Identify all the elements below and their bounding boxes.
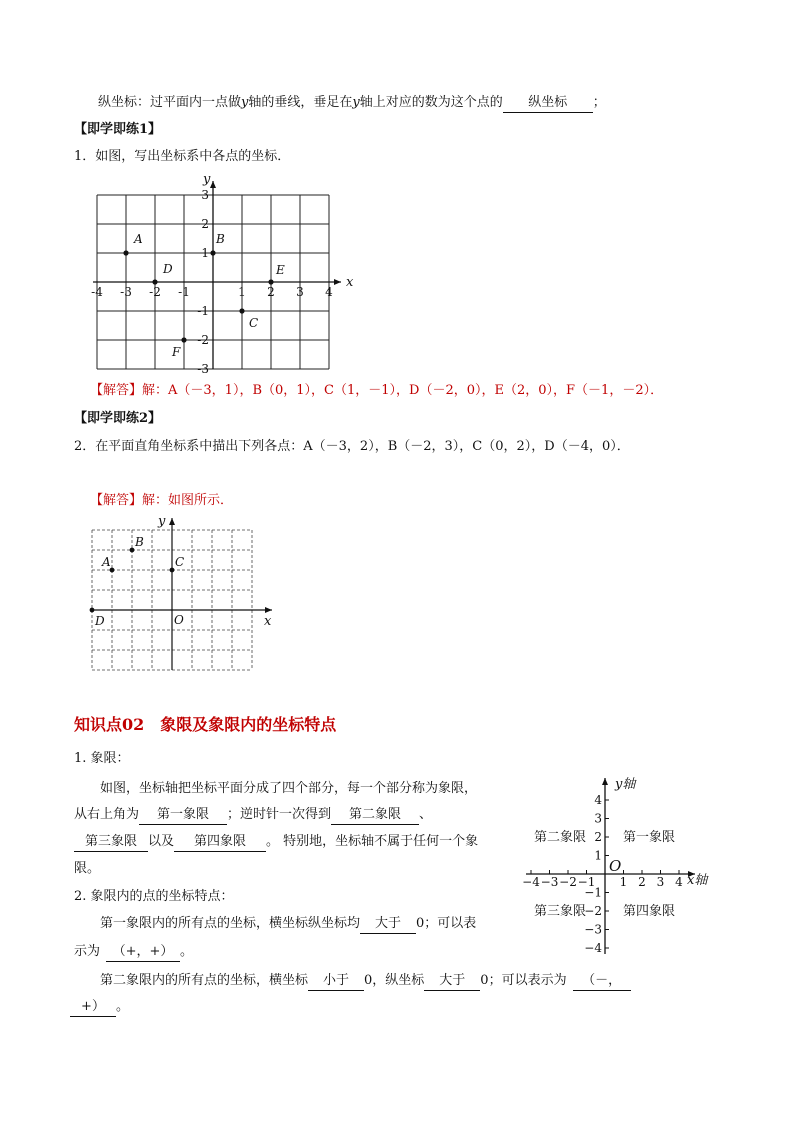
p3-mid1: 0，纵坐标 xyxy=(364,973,425,988)
para1-line1: 如图，坐标轴把坐标平面分成了四个部分，每一个部分称为象限， xyxy=(100,781,478,796)
quadrant-1-label: 第一象限 xyxy=(623,830,676,845)
quad-y-tick-label: 3 xyxy=(594,811,602,826)
answer1-text: 解：A（－3，1），B（0，1），C（1，－1），D（－2，0），E（2，0），F（－1，－2）． xyxy=(142,383,664,398)
x-tick-label: 2 xyxy=(267,285,275,299)
question-2: 2．在平面直角坐标系中描出下列各点：A（－3，2），B（－2，3），C（0，2），D（－4，0）． xyxy=(74,439,630,454)
y-tick-label: -1 xyxy=(197,304,209,318)
answer2-label: 【解答】 xyxy=(90,493,143,508)
y-tick-label: 1 xyxy=(201,246,209,260)
y-tick-label: 3 xyxy=(201,188,209,202)
item2-title: 2. 象限内的点的坐标特点： xyxy=(74,889,234,904)
question-1: 1．如图，写出坐标系中各点的坐标． xyxy=(74,149,291,164)
p3-pre: 第二象限内的所有点的坐标，横坐标 xyxy=(100,973,309,988)
p1-l2-post: 、 xyxy=(419,807,433,822)
point-label-B: B xyxy=(216,232,225,246)
p1-l2-pre: 从右上角为 xyxy=(74,807,140,822)
answer-label: 【解答】 xyxy=(90,383,143,398)
p1-l3-post: 。 特别地，坐标轴不属于任何一个象 xyxy=(266,834,479,849)
point2-label-A: A xyxy=(102,555,111,569)
point-label-E: E xyxy=(276,263,285,277)
point-label-F: F xyxy=(172,345,181,359)
point2-label-D: D xyxy=(95,614,105,628)
p2-l1-post: 0；可以表 xyxy=(416,916,477,931)
answer2-text: 解：如图所示． xyxy=(142,493,234,508)
quad-x-tick-label: −2 xyxy=(559,875,577,889)
ordinate-def-post: ； xyxy=(592,95,606,110)
x-tick-label: -3 xyxy=(120,285,132,299)
ordinate-def-pre: 纵坐标：过平面内一点做 xyxy=(98,95,242,110)
point-label-C: C xyxy=(249,316,259,330)
p2-l2-post: 。 xyxy=(180,944,194,959)
quadrant-2-label: 第二象限 xyxy=(534,830,587,845)
ordinate-blank-answer: 纵坐标 xyxy=(503,94,593,113)
quad-x-tick-label: 4 xyxy=(675,875,683,889)
quadrant-3-label: 第三象限 xyxy=(534,904,587,919)
x-tick-label: 3 xyxy=(296,285,304,299)
p1-l3-mid: 以及 xyxy=(148,834,175,849)
blank-sign-mp-part2: +） xyxy=(70,998,116,1017)
y-tick-label: 2 xyxy=(201,217,209,231)
point-label-A: A xyxy=(134,232,143,246)
point2-label-C: C xyxy=(175,555,185,569)
y-tick-label: -3 xyxy=(197,362,209,376)
x-tick-label: 4 xyxy=(325,285,333,299)
quad-y-tick-label: 2 xyxy=(594,830,602,844)
y-symbol: y xyxy=(241,95,249,110)
x-axis-label: x xyxy=(346,275,354,290)
blank-quadrant3: 第三象限 xyxy=(74,833,148,852)
blank-quadrant2: 第二象限 xyxy=(331,806,419,825)
ordinate-def-mid1: 轴的垂线，垂足在 xyxy=(248,95,353,110)
quad-origin-label: O xyxy=(609,857,622,875)
blank-greater-2: 大于 xyxy=(424,972,480,991)
x-tick-label: -2 xyxy=(149,285,161,299)
x-tick-label: 1 xyxy=(238,285,246,299)
para1-line4: 限。 xyxy=(74,861,101,876)
blank-quadrant4: 第四象限 xyxy=(174,833,266,852)
quadrant-4-label: 第四象限 xyxy=(623,904,676,919)
origin-2-label: O xyxy=(174,613,184,627)
p3-post: 。 xyxy=(116,999,130,1014)
blank-quadrant1: 第一象限 xyxy=(139,806,227,825)
quad-y-tick-label: −1 xyxy=(584,885,602,900)
quad-x-label: x轴 xyxy=(687,873,708,888)
ordinate-def-mid2: 轴上对应的数为这个点的 xyxy=(359,95,503,110)
blank-greater-1: 大于 xyxy=(360,915,416,934)
quad-y-arrow xyxy=(602,778,608,785)
item1-title: 1. 象限： xyxy=(74,751,130,766)
point2-label-B: B xyxy=(135,535,144,549)
quad-y-tick-label: 1 xyxy=(594,848,602,863)
quad-y-tick-label: 4 xyxy=(594,793,602,807)
quad-y-tick-label: −3 xyxy=(584,922,602,937)
section2-heading: 知识点02 象限及象限内的坐标特点 xyxy=(74,715,337,734)
quad-x-tick-label: 2 xyxy=(638,875,646,889)
p3-mid2: 0；可以表示为 xyxy=(480,973,567,988)
quad-y-tick-label: −2 xyxy=(584,904,602,918)
p1-l2-mid: ；逆时针一次得到 xyxy=(227,807,332,822)
quad-y-label: y轴 xyxy=(615,777,636,792)
quad-x-tick-label: 3 xyxy=(656,875,665,889)
x-tick-label: -1 xyxy=(178,285,190,299)
blank-less: 小于 xyxy=(308,972,364,991)
y-tick-label: -2 xyxy=(197,333,209,347)
quad-x-tick-label: 1 xyxy=(619,875,628,889)
blank-sign-mp-part1: （－， xyxy=(573,972,631,991)
quad-x-tick-label: −3 xyxy=(540,875,559,889)
practice2-label: 【即学即练2】 xyxy=(74,411,162,426)
y-axis-label: y xyxy=(203,172,211,187)
y-symbol-2: y xyxy=(352,95,360,110)
y-axis-2-label: y xyxy=(158,514,166,529)
p2-l2-pre: 示为 xyxy=(74,944,101,959)
quad-y-tick-label: −4 xyxy=(584,941,602,955)
practice1-label: 【即学即练1】 xyxy=(74,122,162,137)
x-axis-2-label: x xyxy=(264,614,272,629)
p2-l1-pre: 第一象限内的所有点的坐标，横坐标纵坐标均 xyxy=(100,916,361,931)
quad-x-tick-label: −4 xyxy=(522,875,540,889)
quad-x-tick-label: −1 xyxy=(577,875,596,889)
blank-sign-pp: （+，+） xyxy=(106,943,180,962)
x-tick-label: -4 xyxy=(91,285,103,299)
point-label-D: D xyxy=(163,262,173,276)
